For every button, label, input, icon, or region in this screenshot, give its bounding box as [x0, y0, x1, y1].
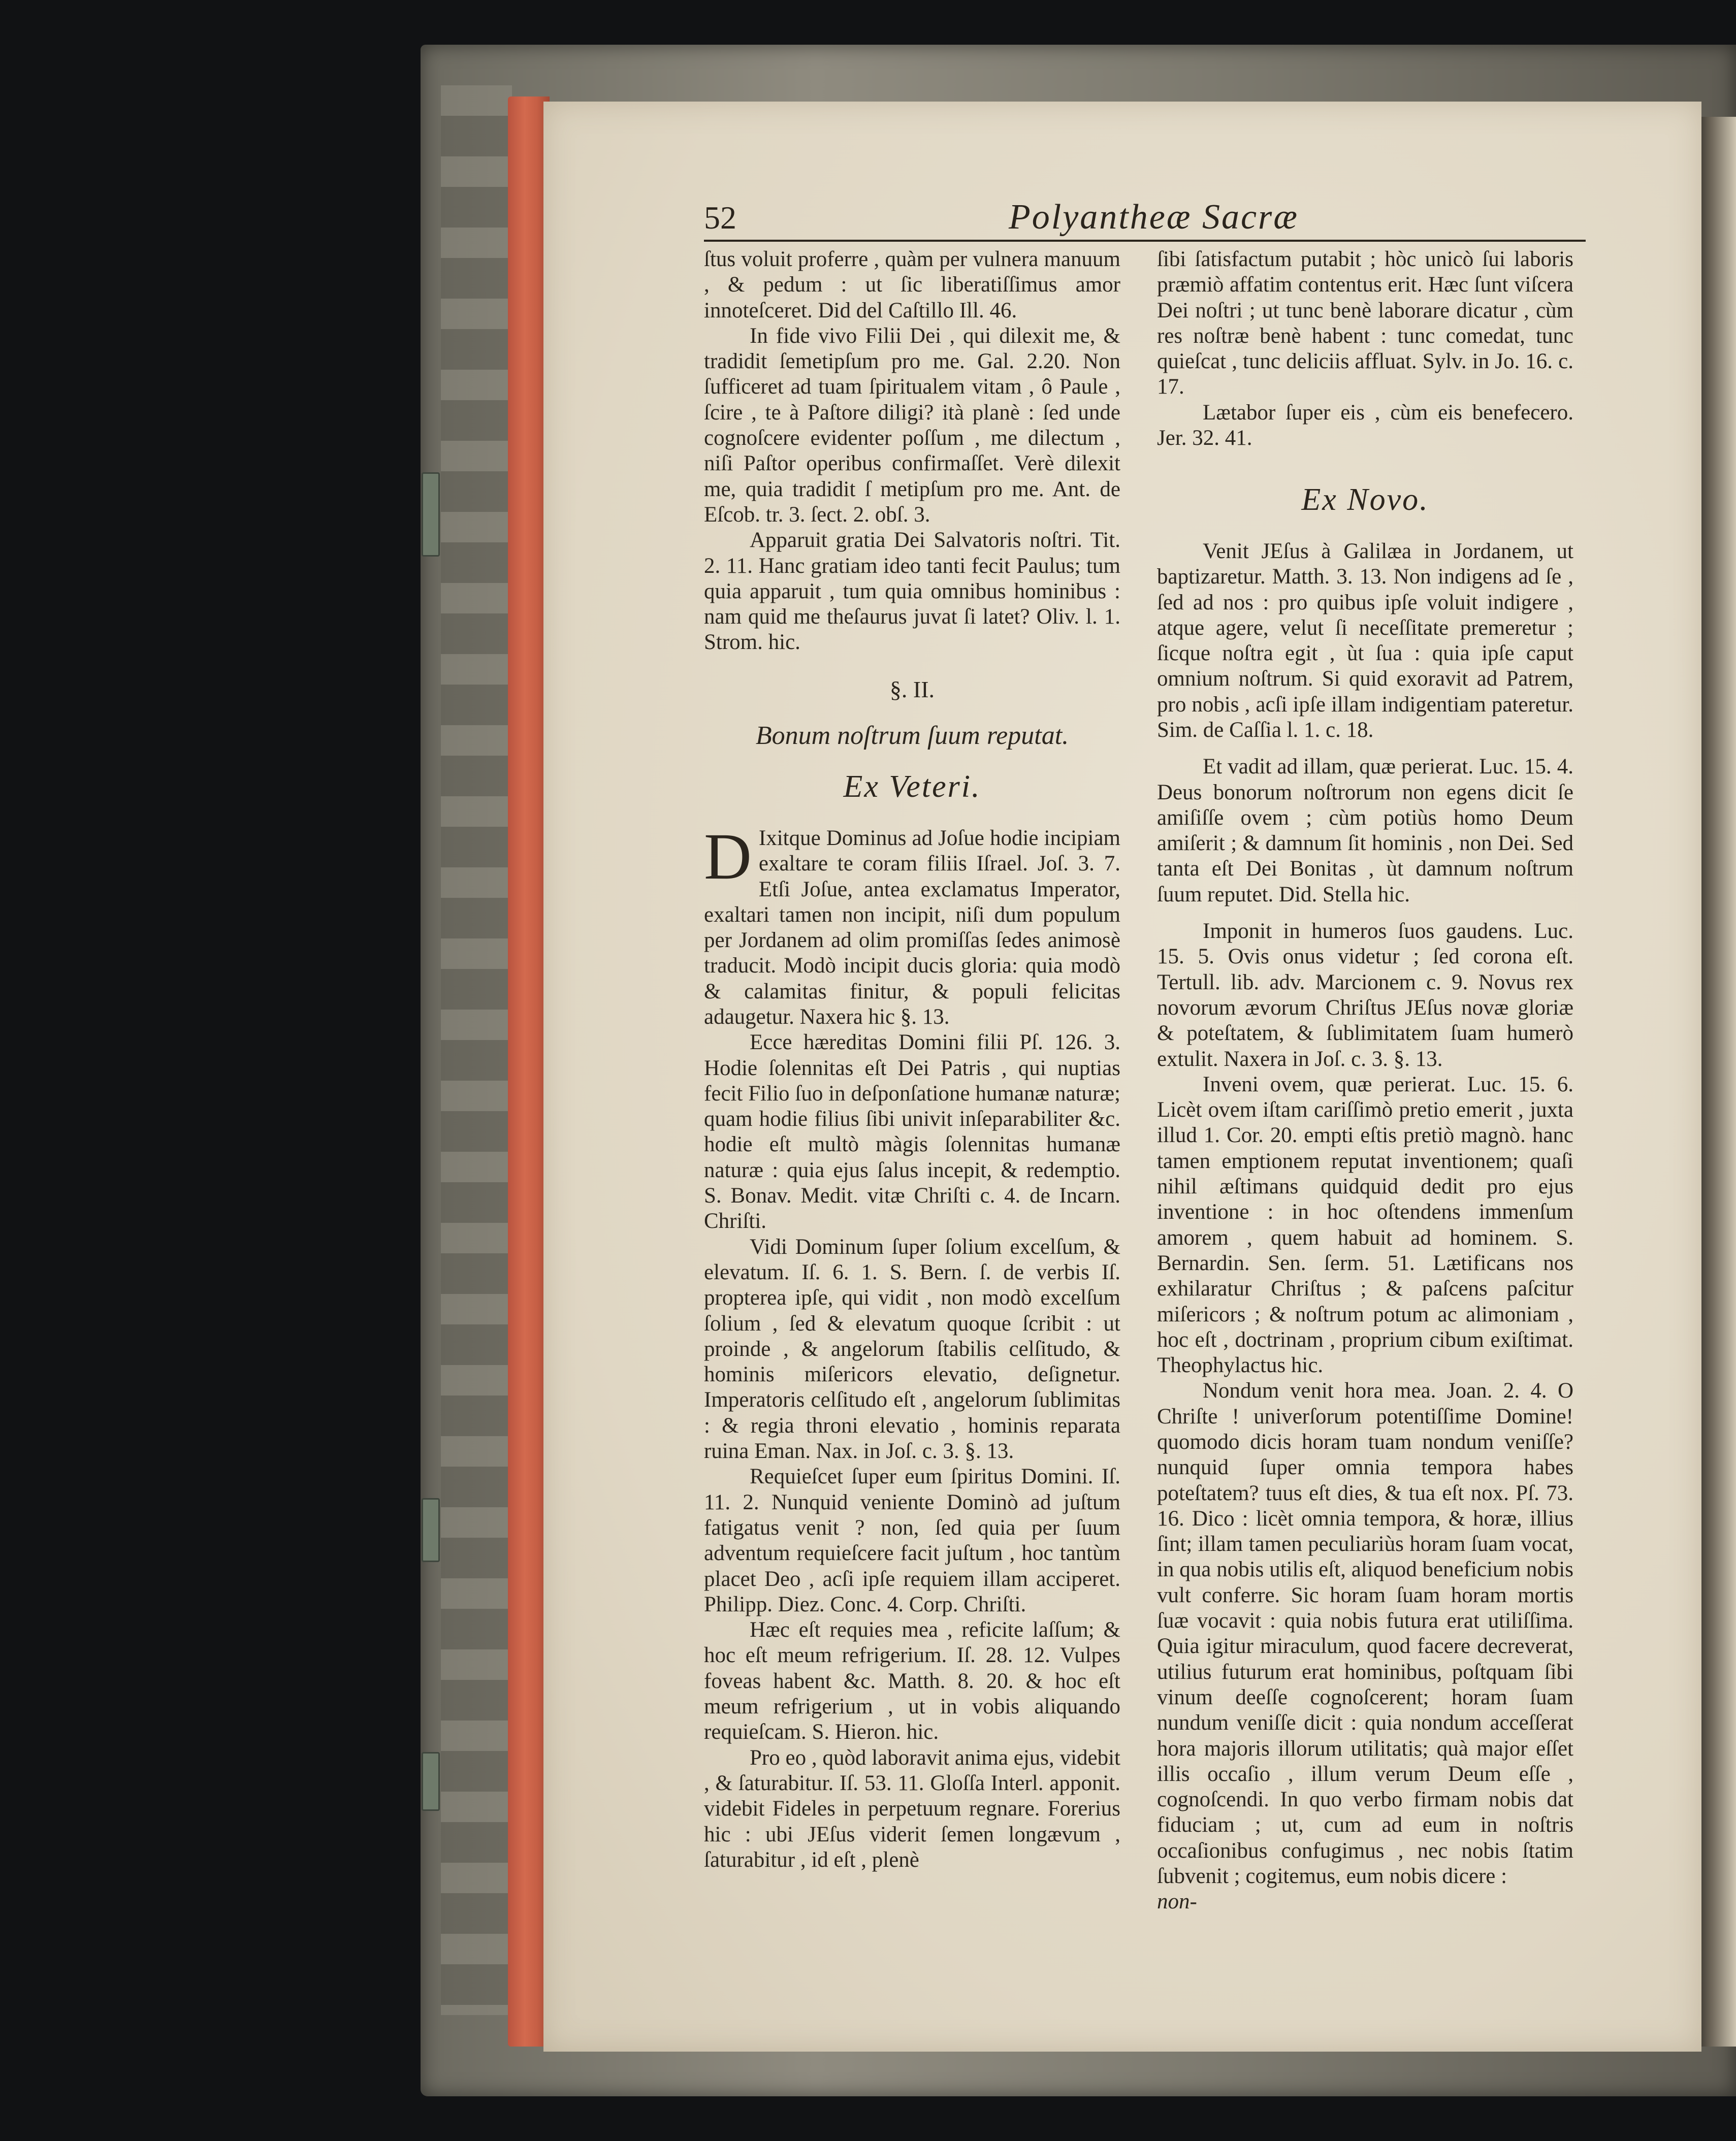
paragraph: Requieſcet ſuper eum ſpiritus Domini. Iſ. 11. 2. Nunquid veniente Dominò ad juſtum fatigatus venit ? non, ſed quia per ſuum adventum requieſcere facit juſtum , hoc tantùm placet Deo , acſi ipſe requiem illam acciperet. Philipp. Diez. Conc. 4. Corp. Chriſti. [704, 1465, 1120, 1616]
binding-clasp [422, 1498, 440, 1562]
paragraph: Vidi Dominum ſuper ſolium excelſum, & elevatum. Iſ. 6. 1. S. Bern. ſ. de verbis Iſ. propterea ipſe, qui vidit , non modò excelſum ſolium , ſed & elevatum quoque ſcribit : ut proinde , & angelorum ſtabilis celſitudo, & hominis miſericors elevatio, deſignetur. Imperatoris celſitudo eſt , angelorum ſublimitas : & regia throni elevatio , hominis reparata ruina Eman. Nax. in Joſ. c. 3. §. 13. [704, 1235, 1120, 1464]
paragraph: ſtus voluit proferre , quàm per vulnera manuum , & pedum : ut ſic liberatiſſimus amor innoteſceret. Did del Caſtillo Ill. 46. [704, 247, 1120, 322]
running-title: Polyantheæ Sacræ [1009, 198, 1299, 237]
paragraph: Apparuit gratia Dei Salvatoris noſtri. Tit. 2. 11. Hanc gratiam ideo tanti fecit Paulus; tum quia apparuit , tum quia omnibus hominibus : nam quid me theſaurus juvat ſi latet? Oliv. l. 1. Strom. hic. [704, 528, 1120, 655]
paragraph-with-dropcap [704, 820, 1120, 1030]
section-mark: §. II. [889, 676, 935, 702]
paragraph: Pro eo , quòd laboravit anima ejus, videbit , & ſaturabitur. Iſ. 53. 11. Gloſſa Interl. apponit. videbit Fideles in perpetuum regnare. Forerius hic : ubi JEſus viderit ſemen longævum , ſaturabitur , id eſt , plenè [704, 1745, 1120, 1872]
paragraph: Ecce hæreditas Domini filii Pſ. 126. 3. Hodie ſolennitas eſt Dei Patris , qui nuptias fecit Filio ſuo in deſponſatione humanæ naturæ; quam hodie filius ſibi univit inſeparabiliter &c. hodie eſt multò màgis ſolennitas humanæ naturæ : quia ejus ſalus incepit, & redemptio. S. Bonav. Medit. vitæ Chriſti c. 4. de Incarn. Chriſti. [704, 1030, 1120, 1234]
paragraph: Et vadit ad illam, quæ perierat. Luc. 15. 4. Deus bonorum noſtrorum non egens dicit ſe amiſiſſe ovem ; cùm potiùs homo Deum amiſerit ; & damnum ſit hominis , non Dei. Sed tanta eſt Dei Bonitas , ùt damnum noſtrum ſuum reputet. Did. Stella hic. [1157, 755, 1573, 906]
right-column [1157, 247, 1573, 2024]
page-number: 52 [704, 200, 736, 236]
catchword: non- [1157, 1890, 1197, 1914]
paragraph: Venit JEſus à Galilæa in Jordanem, ut baptizaretur. Matth. 3. 13. Non indigens ad ſe , ſed ad nos : pro quibus ipſe voluit indigere , atque agere, velut ſi neceſſitate premeretur ; ſicque noſtra egit , ùt ſua : quia ipſe caput omnium noſtrum. Si quid exoravit ad Patrem, pro nobis , acſi ipſe illam indigentiam pateretur. Sim. de Caſſia l. 1. c. 18. [1157, 539, 1573, 742]
left-column [704, 247, 1120, 2024]
section-heading: Ex Novo. [1301, 482, 1429, 517]
paragraph: Inveni ovem, quæ perierat. Luc. 15. 6. Licèt ovem iſtam cariſſimò pretio emerit , juxta illud 1. Cor. 20. empti eſtis pretiò magnò. hanc tamen emptionem reputat inventionem; quaſi nihil æſtimans quidquid dedit pro ejus inventione : in hoc oſtendens immenſum amorem , quem habuit ad hominem. S. Bernardin. Sen. ſerm. 51. Lætificans nos exhilaratur Chriſtus ; & paſcens paſcitur miſericors ; & noſtrum potum ac alimoniam , hoc eſt , doctrinam , proprium cibum exiſtimat. Theophylactus hic. [1157, 1072, 1573, 1378]
paragraph: Lætabor ſuper eis , cùm eis benefecero. Jer. 32. 41. [1157, 400, 1573, 450]
paragraph: In fide vivo Filii Dei , qui dilexit me, & tradidit ſemetipſum pro me. Gal. 2.20. Non ſufficeret ad tuam ſpiritualem vitam , ô Paule , ſcire , te à Paſtore diligi? ità planè : ſed unde cognoſcere evidenter poſſum , me dilectum , niſi Paſtor operibus confirmaſſet. Verè dilexit me, quia tradidit ſ metipſum pro me. Ant. de Eſcob. tr. 3. ſect. 2. obſ. 3. [704, 323, 1120, 527]
drop-cap: D [704, 820, 752, 893]
binding-clasp [422, 472, 440, 557]
section-heading: Ex Veteri. [843, 769, 981, 804]
paragraph: Hæc eſt requies mea , reficite laſſum; & hoc eſt meum refrigerium. Iſ. 28. 12. Vulpes foveas habent &c. Matth. 8. 20. & hoc eſt meum refrigerium , ut in vobis aliquando requieſcam. S. Hieron. hic. [704, 1618, 1120, 1744]
paragraph: Imponit in humeros ſuos gaudens. Luc. 15. 5. Ovis onus videtur ; ſed corona eſt. Tertull. lib. adv. Marcionem c. 9. Novus rex novorum ævorum Chriſtus JEſus novæ gloriæ & poteſtatem, & ſublimitatem ſuam humerò extulit. Naxera in Joſ. c. 3. §. 13. [1157, 919, 1573, 1071]
paragraph: Nondum venit hora mea. Joan. 2. 4. O Chriſte ! univerſorum potentiſſime Domine! quomodo dicis horam tuam nondum veniſſe? nunquid ſuper omnia tempora habes poteſtatem? tuus eſt dies, & tua eſt nox. Pſ. 73. 16. Dico : licèt omnia tempora, & horæ, illius ſint; illam tamen peculiariùs horam ſuam vocat, in qua nobis utilis eſt, aliquod beneficium nobis vult conferre. Sic horam ſuam horam mortis ſuæ vocavit : quia nobis futura erat utiliſſima. Quia igitur miraculum, quod facere decreverat, utilius futurum erat hominibus, poſtquam ſibi vinum deeſſe cognoſcerent; horam ſuam nundum veniſſe dicit : quia nondum acceſſerat hora majoris illorum utilitatis; quà major eſſet illis occaſio , illum verum Deum eſſe , cognoſcendi. In quo verbo firmam nobis dat fiduciam ; ut, cum ad eum in noſtris occaſionibus confugimus , nec nobis ſtatim ſubvenit ; cogitemus, eum nobis dicere : [1157, 1379, 1573, 1889]
paragraph-text: Ixitque Dominus ad Joſue hodie incipiam exaltare te coram filiis Iſrael. Joſ. 3. 7. Etſi Joſue, antea exclamatus Imperator, exaltari tamen non incipit, niſi dum populum per Jordanem ad olim promiſſas ſedes animosè traducit. Modò incipit ducis gloria: quia modò & calamitas finitur, & populi felicitas adaugetur. Naxera hic §. 13. [704, 826, 1120, 1029]
running-header [704, 191, 1586, 242]
paragraph: ſibi ſatisfactum putabit ; hòc unicò ſui laboris præmiò affatim contentus erit. Hæc ſunt viſcera Dei noſtri ; ut tunc benè laborare dicatur , cùm res noſtræ benè habent : tunc comedat, tunc quieſcat , tunc deliciis affluat. Sylv. in Jo. 16. c. 17. [1157, 247, 1573, 399]
section-title: Bonum noſtrum ſuum reputat. [755, 721, 1069, 750]
binding-clasp [422, 1752, 440, 1811]
